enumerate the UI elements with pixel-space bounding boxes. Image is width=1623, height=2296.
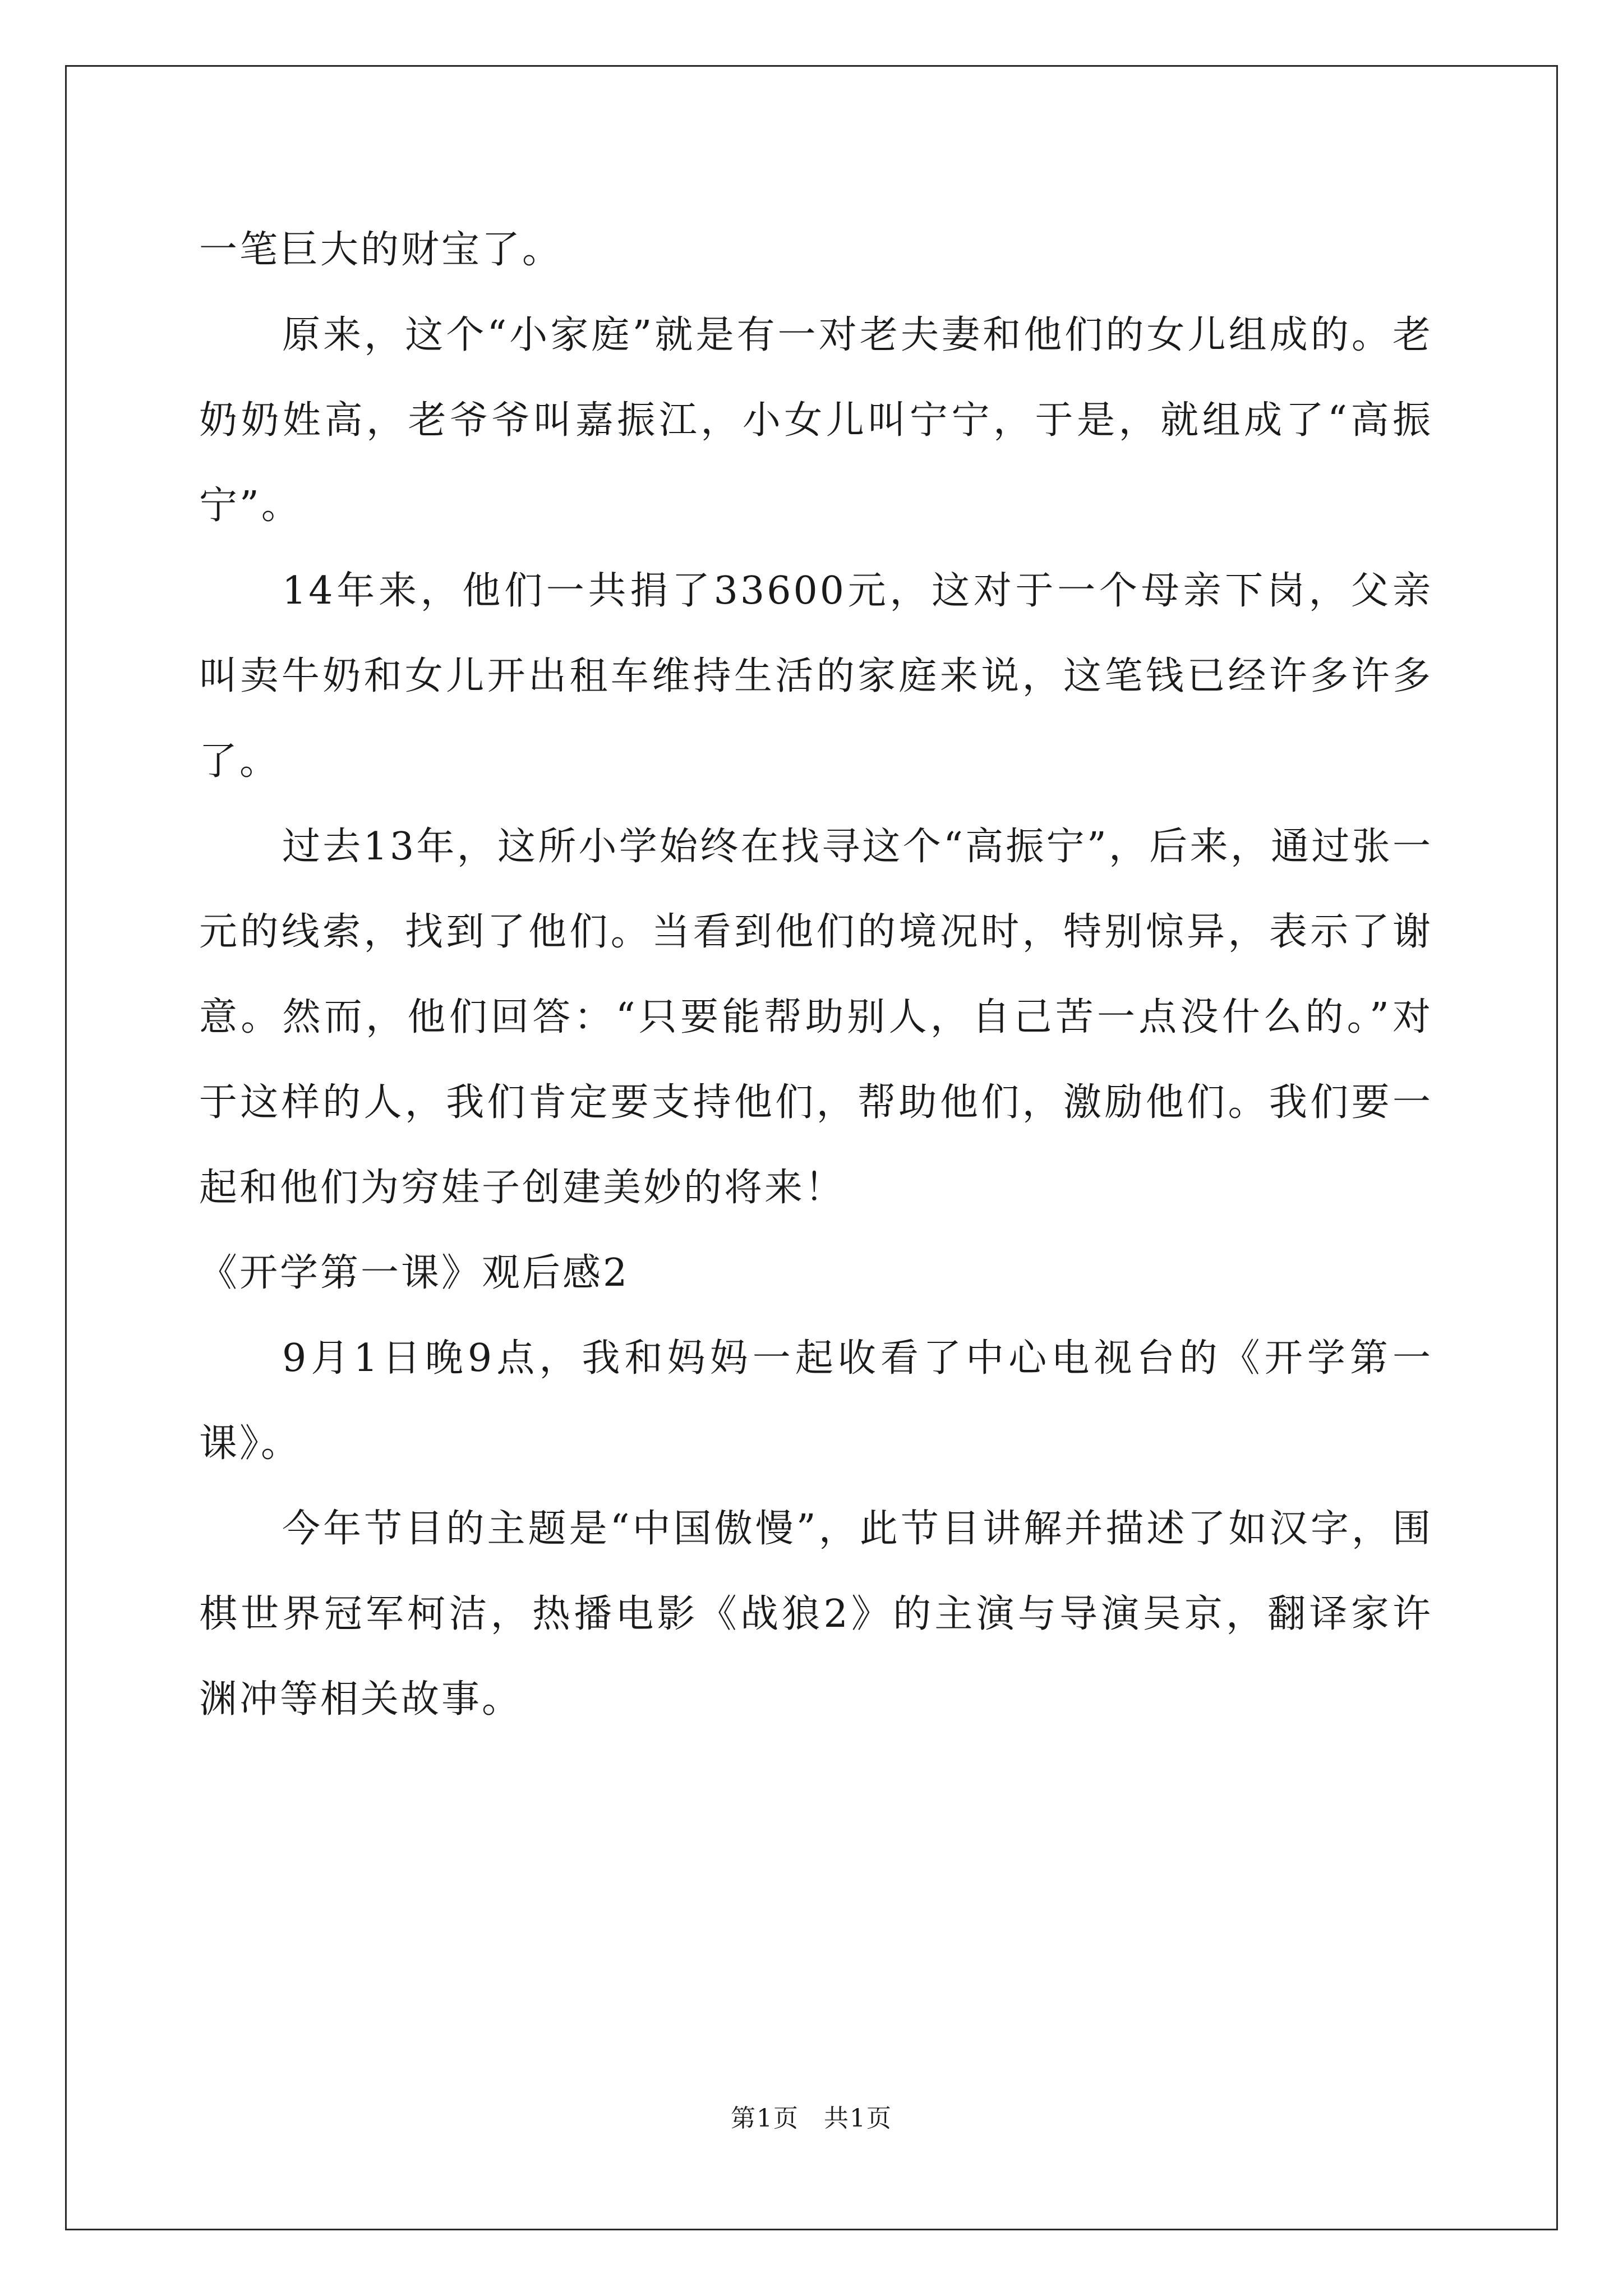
section-title: 《开学第一课》观后感2	[199, 1251, 630, 1295]
paragraph-1: 一笔巨大的财宝了。	[199, 228, 563, 272]
paragraph-5: 9月1日晚9点，我和妈妈一起收看了中心电视台的《开学第一课》。	[199, 1336, 1433, 1466]
total-pages: 共1页	[824, 2104, 892, 2133]
document-body	[199, 208, 1433, 1742]
page-number: 第1页	[731, 2104, 799, 2133]
paragraph-4: 过去13年，这所小学始终在找寻这个“高振宁”，后来，通过张一元的线索，找到了他们。当看到他们的境况时，特别惊异，表示了谢意。然而，他们回答：“只要能帮助别人，自己苦一点没什么的。”对于这样的人，我们肯定要支持他们，帮助他们，激励他们。我们要一起和他们为穷娃子创建美妙的将来！	[199, 825, 1433, 1210]
paragraph-2: 原来，这个“小家庭”就是有一对老夫妻和他们的女儿组成的。老奶奶姓高，老爷爷叫嘉振江，小女儿叫宁宁，于是，就组成了“高振宁”。	[199, 313, 1433, 528]
page-footer	[0, 2098, 1623, 2134]
paragraph-3: 14年来，他们一共捐了33600元，这对于一个母亲下岗，父亲叫卖牛奶和女儿开出租车维持生活的家庭来说，这笔钱已经许多许多了。	[199, 569, 1433, 784]
paragraph-6: 今年节目的主题是“中国傲慢”，此节目讲解并描述了如汉字，围棋世界冠军柯洁，热播电影《战狼2》的主演与导演吴京，翻译家许渊冲等相关故事。	[199, 1507, 1433, 1722]
